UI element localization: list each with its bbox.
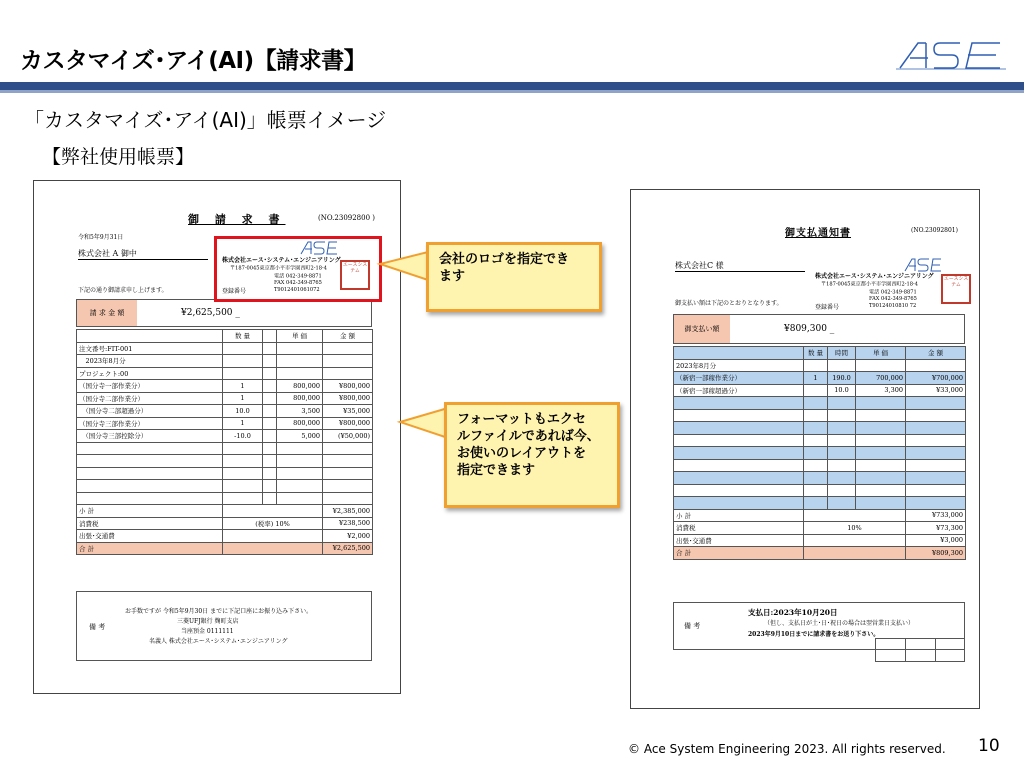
table-cell bbox=[804, 384, 828, 397]
table-cell bbox=[804, 459, 828, 472]
invoice-fax: FAX 042-349-8765 bbox=[274, 279, 322, 286]
table-cell: ¥700,000 bbox=[906, 372, 966, 385]
table-cell bbox=[804, 397, 828, 410]
callout-pointer-logo bbox=[374, 250, 434, 290]
table-cell bbox=[804, 434, 828, 447]
table-cell bbox=[323, 442, 373, 455]
table-cell bbox=[223, 467, 263, 480]
table-cell bbox=[674, 484, 804, 497]
table-row bbox=[77, 405, 373, 418]
table-cell bbox=[856, 359, 906, 372]
payment-company-logo bbox=[903, 258, 943, 272]
table-cell: 注文番号:FIT-001 bbox=[77, 342, 223, 355]
table-cell: （新宿一部稼作業分） bbox=[674, 372, 804, 385]
table-cell: ¥733,000 bbox=[906, 509, 966, 522]
table-cell bbox=[674, 434, 804, 447]
table-row bbox=[674, 434, 966, 447]
table-cell bbox=[674, 472, 804, 485]
table-row bbox=[77, 417, 373, 430]
table-cell: （国分寺三部作業分） bbox=[77, 417, 223, 430]
table-cell bbox=[277, 355, 323, 368]
table-cell bbox=[323, 355, 373, 368]
table-cell bbox=[223, 367, 263, 380]
table-cell: ¥35,000 bbox=[323, 405, 373, 418]
table-row bbox=[77, 392, 373, 405]
logo-highlight-box bbox=[214, 236, 382, 302]
table-cell bbox=[828, 472, 856, 485]
table-row bbox=[674, 422, 966, 435]
table-cell bbox=[277, 480, 323, 493]
table-cell: ¥800,000 bbox=[323, 380, 373, 393]
table-cell bbox=[323, 342, 373, 355]
payment-number: (NO.23092801) bbox=[911, 227, 958, 234]
table-cell bbox=[263, 355, 277, 368]
invoice-address: 〒187-0045東京都小平市学園西町2-18-4 bbox=[230, 265, 327, 272]
table-cell bbox=[856, 434, 906, 447]
callout-format: フォーマットもエクセ ルファイルであれば今、 お使いのレイアウトを 指定できます bbox=[444, 402, 620, 508]
payment-remark-line: 支払日:2023年10月20日 bbox=[748, 608, 838, 617]
table-cell bbox=[277, 492, 323, 505]
table-row bbox=[77, 455, 373, 468]
table-cell: 小 計 bbox=[77, 505, 223, 518]
table-cell bbox=[804, 484, 828, 497]
table-cell bbox=[856, 447, 906, 460]
ace-logo bbox=[896, 40, 1006, 70]
table-cell: （国分寺三部控除分） bbox=[77, 430, 223, 443]
table-cell: 190.0 bbox=[828, 372, 856, 385]
table-row bbox=[674, 459, 966, 472]
table-cell bbox=[223, 530, 323, 543]
table-cell bbox=[674, 447, 804, 460]
table-cell bbox=[856, 472, 906, 485]
table-cell bbox=[906, 397, 966, 410]
payment-fax: FAX 042-349-8765 bbox=[869, 295, 917, 302]
table-cell: 3,300 bbox=[856, 384, 906, 397]
table-cell bbox=[263, 342, 277, 355]
summary-row bbox=[77, 542, 373, 555]
table-cell bbox=[828, 397, 856, 410]
table-header-row bbox=[77, 330, 373, 343]
table-cell: 700,000 bbox=[856, 372, 906, 385]
table-cell: 出張･交通費 bbox=[674, 534, 804, 547]
table-row bbox=[674, 372, 966, 385]
table-row bbox=[674, 447, 966, 460]
payment-total-label: 御支払い額 bbox=[674, 315, 730, 343]
table-cell bbox=[674, 497, 804, 510]
payment-address: 〒187-0045東京都小平市学園西町2-18-4 bbox=[821, 281, 918, 288]
table-cell bbox=[828, 359, 856, 372]
section-label: 【弊社使用帳票】 bbox=[42, 146, 195, 168]
summary-row bbox=[77, 530, 373, 543]
table-cell: 10% bbox=[804, 522, 906, 535]
table-cell bbox=[263, 405, 277, 418]
invoice-tel: 電話 042-349-8871 bbox=[274, 273, 322, 280]
table-cell: 1 bbox=[223, 417, 263, 430]
table-cell: (税率) 10% bbox=[223, 517, 323, 530]
table-cell bbox=[804, 359, 828, 372]
table-row bbox=[77, 355, 373, 368]
table-row bbox=[77, 492, 373, 505]
table-cell bbox=[906, 422, 966, 435]
table-cell: 5,000 bbox=[277, 430, 323, 443]
table-cell bbox=[277, 442, 323, 455]
table-cell: ¥238,500 bbox=[323, 517, 373, 530]
slide-title: カスタマイズ･アイ(AI)【請求書】 bbox=[20, 48, 367, 74]
payment-reg-label: 登録番号 bbox=[815, 304, 840, 311]
payment-note: 御支払い額は下記のとおりとなります。 bbox=[675, 300, 783, 307]
table-cell bbox=[77, 467, 223, 480]
table-cell bbox=[828, 447, 856, 460]
table-cell: （国分寺二部作業分） bbox=[77, 392, 223, 405]
table-cell: ¥2,625,500 bbox=[323, 542, 373, 555]
table-cell: ¥2,385,000 bbox=[323, 505, 373, 518]
table-cell bbox=[263, 330, 277, 343]
table-cell bbox=[263, 480, 277, 493]
table-row bbox=[674, 384, 966, 397]
table-cell bbox=[906, 497, 966, 510]
table-row bbox=[77, 467, 373, 480]
invoice-title: 御 請 求 書 bbox=[188, 213, 286, 226]
table-cell bbox=[906, 447, 966, 460]
table-cell: （国分寺一部作業分） bbox=[77, 380, 223, 393]
table-cell bbox=[223, 505, 323, 518]
table-cell: (¥50,000) bbox=[323, 430, 373, 443]
invoice-reg-label: 登録番号 bbox=[222, 288, 247, 295]
table-row bbox=[674, 409, 966, 422]
table-row bbox=[674, 472, 966, 485]
payment-tel: 電話 042-349-8871 bbox=[869, 289, 917, 296]
table-cell bbox=[263, 417, 277, 430]
table-cell: 800,000 bbox=[277, 417, 323, 430]
table-cell bbox=[906, 434, 966, 447]
approval-divider bbox=[905, 639, 906, 661]
table-cell bbox=[856, 422, 906, 435]
invoice-total-box bbox=[76, 299, 372, 327]
table-cell bbox=[804, 534, 906, 547]
table-row bbox=[77, 442, 373, 455]
table-cell bbox=[906, 459, 966, 472]
table-cell: 1 bbox=[804, 372, 828, 385]
table-cell: ¥800,000 bbox=[323, 392, 373, 405]
table-cell bbox=[263, 367, 277, 380]
table-cell bbox=[277, 367, 323, 380]
table-cell: ¥800,000 bbox=[323, 417, 373, 430]
table-cell bbox=[856, 459, 906, 472]
header-bar bbox=[0, 82, 1024, 90]
table-cell bbox=[223, 480, 263, 493]
table-cell bbox=[828, 409, 856, 422]
table-cell bbox=[323, 367, 373, 380]
table-cell: ¥33,000 bbox=[906, 384, 966, 397]
table-cell bbox=[263, 467, 277, 480]
summary-row bbox=[77, 505, 373, 518]
table-cell bbox=[323, 455, 373, 468]
summary-row bbox=[674, 509, 966, 522]
table-cell: 合 計 bbox=[77, 542, 223, 555]
table-cell: 10.0 bbox=[828, 384, 856, 397]
table-row bbox=[77, 480, 373, 493]
table-cell: ¥2,000 bbox=[323, 530, 373, 543]
table-cell: 1 bbox=[223, 380, 263, 393]
table-cell bbox=[674, 397, 804, 410]
invoice-remarks-label: 備 考 bbox=[89, 623, 106, 631]
table-cell bbox=[828, 434, 856, 447]
table-cell: 800,000 bbox=[277, 380, 323, 393]
table-cell bbox=[906, 359, 966, 372]
table-cell bbox=[674, 409, 804, 422]
table-row bbox=[77, 367, 373, 380]
table-cell bbox=[674, 459, 804, 472]
table-cell: （国分寺二部超過分） bbox=[77, 405, 223, 418]
table-cell bbox=[856, 484, 906, 497]
invoice-reg-number: T9012401061072 bbox=[274, 286, 320, 293]
payment-remark-line: （但し、支払日が土･日･祝日の場合は翌営業日支払い） bbox=[764, 620, 915, 627]
table-cell: 数 量 bbox=[223, 330, 263, 343]
table-cell bbox=[77, 480, 223, 493]
table-cell bbox=[323, 467, 373, 480]
table-cell: 金 額 bbox=[323, 330, 373, 343]
invoice-remark-line: 当座預金 0111111 bbox=[181, 628, 234, 635]
invoice-company-name: 株式会社エース･システム･エンジニアリング bbox=[222, 257, 341, 264]
table-cell bbox=[856, 497, 906, 510]
header-bar-accent bbox=[0, 90, 1024, 93]
table-cell bbox=[277, 455, 323, 468]
table-cell bbox=[804, 509, 906, 522]
table-cell bbox=[804, 547, 906, 560]
company-seal-stamp: エースシステム bbox=[941, 274, 971, 304]
table-row bbox=[674, 359, 966, 372]
table-cell bbox=[223, 455, 263, 468]
table-cell bbox=[804, 409, 828, 422]
invoice-remark-line: 三菱UFJ銀行 麹町支店 bbox=[177, 618, 239, 625]
table-cell bbox=[77, 330, 223, 343]
payment-items-table bbox=[673, 346, 966, 560]
table-cell bbox=[906, 484, 966, 497]
table-cell bbox=[856, 397, 906, 410]
invoice-items-table bbox=[76, 329, 373, 555]
summary-row bbox=[77, 517, 373, 530]
table-row bbox=[674, 497, 966, 510]
invoice-remark-line: お手数ですが 令和5年9月30日 までに下記口座にお振り込み下さい。 bbox=[125, 608, 313, 615]
table-cell: 単 価 bbox=[277, 330, 323, 343]
table-cell: プロジェクト:00 bbox=[77, 367, 223, 380]
table-cell: ¥73,300 bbox=[906, 522, 966, 535]
table-cell: 合 計 bbox=[674, 547, 804, 560]
table-cell bbox=[223, 342, 263, 355]
table-cell bbox=[77, 442, 223, 455]
table-cell bbox=[223, 442, 263, 455]
table-cell bbox=[277, 342, 323, 355]
table-header-row bbox=[674, 347, 966, 360]
invoice-customer: 株式会社 A 御中 bbox=[78, 248, 208, 260]
table-cell: 消費税 bbox=[77, 517, 223, 530]
table-cell bbox=[323, 480, 373, 493]
table-cell bbox=[828, 497, 856, 510]
payment-company-name: 株式会社エース･システム･エンジニアリング bbox=[815, 273, 934, 280]
table-cell: ¥3,000 bbox=[906, 534, 966, 547]
table-cell bbox=[263, 392, 277, 405]
table-cell bbox=[674, 422, 804, 435]
invoice-note: 下記の通り御請求申し上げます。 bbox=[78, 287, 168, 294]
invoice-date: 令和5年9月31日 bbox=[78, 234, 124, 241]
table-cell: （新宿一部稼超過分） bbox=[674, 384, 804, 397]
table-cell bbox=[263, 430, 277, 443]
table-cell: 数 量 bbox=[804, 347, 828, 360]
table-cell bbox=[804, 497, 828, 510]
table-cell bbox=[828, 422, 856, 435]
payment-reg-number: T90124010810 72 bbox=[869, 302, 917, 309]
table-cell bbox=[263, 380, 277, 393]
invoice-total-value: ¥2,625,500 _ bbox=[181, 308, 240, 318]
company-seal-stamp: エースシステム bbox=[340, 260, 370, 290]
payment-remarks-label: 備 考 bbox=[684, 622, 701, 630]
callout-logo: 会社のロゴを指定でき ます bbox=[426, 242, 602, 312]
table-cell bbox=[223, 492, 263, 505]
table-cell bbox=[906, 472, 966, 485]
payment-remark-line: 2023年9月10日までに請求書をお送り下さい。 bbox=[748, 631, 880, 638]
invoice-total-label: 請 求 金 額 bbox=[77, 300, 137, 326]
table-cell bbox=[263, 492, 277, 505]
approval-divider bbox=[935, 639, 936, 661]
table-cell bbox=[804, 422, 828, 435]
table-cell bbox=[277, 467, 323, 480]
table-cell bbox=[856, 409, 906, 422]
slide-subtitle: 「カスタマイズ･アイ(AI)」帳票イメージ bbox=[24, 108, 387, 132]
table-cell bbox=[77, 492, 223, 505]
summary-row bbox=[674, 547, 966, 560]
payment-customer: 株式会社C 様 bbox=[675, 260, 805, 272]
table-row bbox=[77, 430, 373, 443]
table-cell bbox=[223, 542, 323, 555]
table-cell bbox=[804, 447, 828, 460]
table-cell: 2023年8月分 bbox=[674, 359, 804, 372]
table-cell bbox=[804, 472, 828, 485]
table-cell bbox=[77, 455, 223, 468]
table-cell bbox=[263, 455, 277, 468]
table-cell bbox=[263, 442, 277, 455]
table-cell: 2023年8月分 bbox=[77, 355, 223, 368]
table-cell bbox=[828, 484, 856, 497]
table-row bbox=[77, 342, 373, 355]
table-cell: 小 計 bbox=[674, 509, 804, 522]
summary-row bbox=[674, 534, 966, 547]
table-cell: 金 額 bbox=[906, 347, 966, 360]
table-cell: 消費税 bbox=[674, 522, 804, 535]
table-cell bbox=[828, 459, 856, 472]
table-cell: 3,500 bbox=[277, 405, 323, 418]
table-row bbox=[674, 397, 966, 410]
table-cell: -10.0 bbox=[223, 430, 263, 443]
invoice-remarks-box bbox=[76, 591, 372, 661]
table-cell: 10.0 bbox=[223, 405, 263, 418]
table-cell: 時間 bbox=[828, 347, 856, 360]
payment-total-value: ¥809,300 _ bbox=[784, 324, 835, 334]
table-cell bbox=[323, 492, 373, 505]
table-cell: 800,000 bbox=[277, 392, 323, 405]
copyright-footer: © Ace System Engineering 2023. All rights reserved. bbox=[628, 742, 946, 756]
table-cell bbox=[674, 347, 804, 360]
table-cell: ¥809,300 bbox=[906, 547, 966, 560]
table-row bbox=[77, 380, 373, 393]
table-cell bbox=[906, 409, 966, 422]
summary-row bbox=[674, 522, 966, 535]
invoice-number: (NO.23092800 ) bbox=[318, 214, 375, 222]
payment-total-box bbox=[673, 314, 965, 344]
table-row bbox=[674, 484, 966, 497]
table-cell: 1 bbox=[223, 392, 263, 405]
page-number: 10 bbox=[978, 736, 1000, 756]
approval-stamp-boxes bbox=[875, 638, 965, 662]
payment-title: 御支払通知書 bbox=[785, 228, 851, 239]
payment-notice-document bbox=[630, 189, 980, 709]
table-cell bbox=[223, 355, 263, 368]
invoice-remark-line: 名義人 株式会社エース･システム･エンジニアリング bbox=[149, 638, 288, 645]
table-cell: 出張･交通費 bbox=[77, 530, 223, 543]
table-cell: 単 価 bbox=[856, 347, 906, 360]
